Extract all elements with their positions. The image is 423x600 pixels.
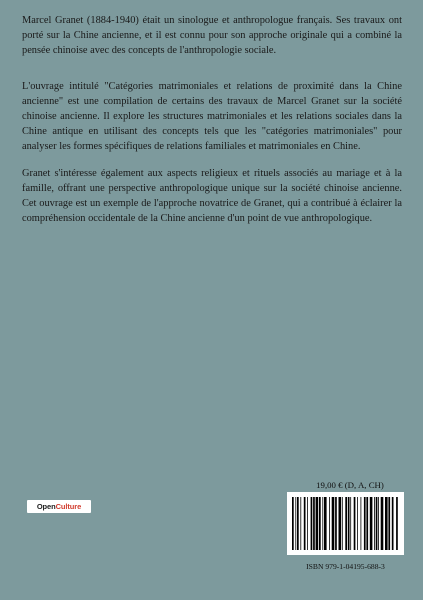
barcode-bar [378,497,379,550]
description-paragraph-3: Granet s'intéresse également aux aspects religieux et rituels associés au mariage et à la famille, offrant une perspective anthropologique unique sur la société chinoise ancienne. Cet ouvrage est un exemple de l'approche novatrice de Granet, qui a contribué à éclairer la compréhension occidentale de la Chine ancienne d'un point de vue anthropologique. [22,168,402,224]
barcode-bar [316,497,319,550]
barcode [287,492,404,555]
price-label: 19,00 € (D, A, CH) [316,480,384,490]
barcode-bar [300,497,301,550]
barcode-bar [396,497,398,550]
barcode-bar [388,497,390,550]
barcode-bar [366,497,368,550]
barcode-bar [364,497,366,550]
barcode-bar [292,497,294,550]
barcode-bar [348,497,350,550]
barcode-bar [319,497,321,550]
barcode-bar [297,497,299,550]
barcode-bar [339,497,342,550]
description-paragraph-2: L'ouvrage intitulé "Catégories matrimoniales et relations de proximité dans la Chine ancienne" est une compilation de certains des travaux de Marcel Granet sur la société chinoise ancienne. Il explore les structures matrimoniales et les relations sociales dans la Chine antique en utilisant des concepts tels que les "catégories matrimoniales" pour analyser les formes spécifiques de relations familiales et matrimoniales en Chine. [22,81,402,152]
barcode-bar [332,497,335,550]
barcode-bar [322,497,323,550]
publisher-logo [27,500,91,513]
barcode-bar [392,497,394,550]
barcode-bar [381,497,384,550]
barcode-bar [350,497,351,550]
barcode-bar [385,497,388,550]
barcode-bar [295,497,296,550]
barcode-bar [324,497,327,550]
barcode-bar [354,497,356,550]
barcode-bar [361,497,362,550]
barcode-bar [307,497,308,550]
description-paragraph-1: Marcel Granet (1884-1940) était un sinologue et anthropologue français. Ses travaux ont porté sur la Chine ancienne, et il est connu pour son approche originale qui a combiné la pensée chinoise avec des concepts de l'anthropologie sociale. [22,15,402,56]
barcode-icon [292,497,399,550]
barcode-bar [329,497,330,550]
barcode-bar [376,497,378,550]
barcode-bar [311,497,313,550]
barcode-bar [335,497,337,550]
publisher-logo-part1: Open [36,502,56,511]
barcode-bar [374,497,375,550]
isbn-label: ISBN 979-1-04195-688-3 [306,562,385,571]
barcode-bar [345,497,347,550]
barcode-bar [304,497,306,550]
barcode-bar [357,497,358,550]
barcode-bar [313,497,315,550]
barcode-bar [370,497,373,550]
publisher-logo-part2: Culture [55,502,82,511]
barcode-bar [342,497,343,550]
